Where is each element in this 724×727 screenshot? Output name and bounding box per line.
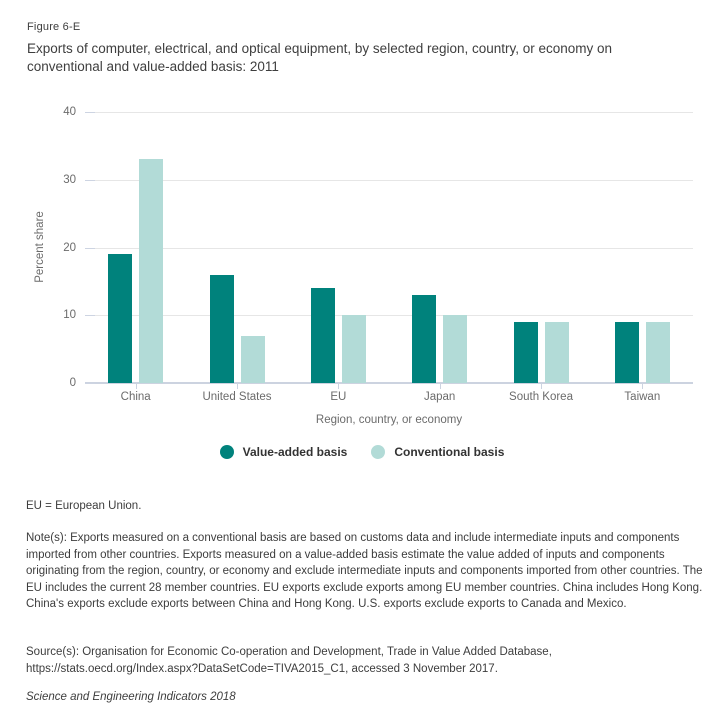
y-tick-mark bbox=[85, 383, 95, 384]
bar-japan-value-added-basis bbox=[412, 295, 436, 383]
x-tick-mark bbox=[541, 383, 542, 389]
gridline-20 bbox=[85, 248, 693, 249]
bar-south-korea-value-added-basis bbox=[514, 322, 538, 383]
gridline-30 bbox=[85, 180, 693, 181]
y-tick-label-10: 10 bbox=[63, 309, 76, 322]
x-tick-mark bbox=[642, 383, 643, 389]
legend-label: Value-added basis bbox=[242, 445, 348, 459]
y-tick-label-40: 40 bbox=[63, 106, 76, 118]
bar-united-states-value-added-basis bbox=[210, 275, 234, 383]
bar-eu-value-added-basis bbox=[311, 288, 335, 383]
y-axis-title: Percent share bbox=[34, 211, 46, 283]
y-tick-mark bbox=[85, 248, 95, 249]
y-tick-mark bbox=[85, 112, 95, 113]
y-tick-label-20: 20 bbox=[63, 241, 76, 254]
x-tick-mark bbox=[440, 383, 441, 389]
y-tick-mark bbox=[85, 315, 95, 316]
x-axis-title: Region, country, or economy bbox=[315, 414, 463, 426]
conventional-swatch-icon bbox=[371, 445, 385, 459]
figure-source: Source(s): Organisation for Economic Co-operation and Development, Trade in Value Added Database, https://stats.oecd.org/Index.aspx?DataSetCode=TIVA2015_C1, accessed 3 November 2017. bbox=[26, 646, 552, 675]
bar-chart-plot-area bbox=[63, 106, 693, 403]
x-tick-mark bbox=[237, 383, 238, 389]
legend-label: Conventional basis bbox=[394, 445, 505, 459]
gridline-40 bbox=[85, 112, 693, 113]
bar-taiwan-conventional-basis bbox=[646, 322, 670, 383]
x-category-label-china: China bbox=[120, 391, 151, 403]
x-category-label-taiwan: Taiwan bbox=[624, 391, 661, 403]
abbreviation-note: EU = European Union. bbox=[26, 500, 142, 512]
report-attribution: Science and Engineering Indicators 2018 bbox=[26, 691, 236, 703]
x-category-label-united-states: United States bbox=[202, 391, 272, 403]
y-tick-label-0: 0 bbox=[69, 377, 76, 389]
bar-taiwan-value-added-basis bbox=[615, 322, 639, 383]
figure-number: Figure 6-E bbox=[27, 21, 81, 33]
bar-china-conventional-basis bbox=[139, 159, 163, 383]
bar-china-value-added-basis bbox=[108, 254, 132, 383]
legend-item-conventional bbox=[371, 445, 504, 459]
bar-south-korea-conventional-basis bbox=[545, 322, 569, 383]
bar-eu-conventional-basis bbox=[342, 315, 366, 383]
gridline-10 bbox=[85, 315, 693, 316]
legend-item-value-added bbox=[220, 445, 348, 459]
figure-notes: Note(s): Exports measured on a conventional basis are based on customs data and include intermediate inputs and components imported from other countries. Exports measured on a value-added basis estimate the value added of inputs and components originating from the region, country, or economy and exclude intermediate inputs and components imported from other countries. The EU includes the current 28 member countries. EU exports exclude exports among EU member countries. China includes Hong Kong. China's exports exclude exports between China and Hong Kong. U.S. exports exclude exports to Canada and Mexico. bbox=[26, 532, 703, 610]
value-added-swatch-icon bbox=[220, 445, 234, 459]
bar-japan-conventional-basis bbox=[443, 315, 467, 383]
x-tick-mark bbox=[338, 383, 339, 389]
bar-united-states-conventional-basis bbox=[241, 336, 265, 383]
x-tick-mark bbox=[136, 383, 137, 389]
y-tick-mark bbox=[85, 180, 95, 181]
chart-legend bbox=[0, 445, 724, 459]
x-category-label-japan: Japan bbox=[423, 391, 456, 403]
y-tick-label-30: 30 bbox=[63, 173, 76, 186]
figure-title: Exports of computer, electrical, and optical equipment, by selected region, country, or economy on conventional and value-added basis: 2011 bbox=[27, 41, 613, 74]
x-category-label-south-korea: South Korea bbox=[509, 391, 573, 403]
x-category-label-eu: EU bbox=[330, 391, 347, 403]
x-axis-line bbox=[85, 382, 693, 384]
